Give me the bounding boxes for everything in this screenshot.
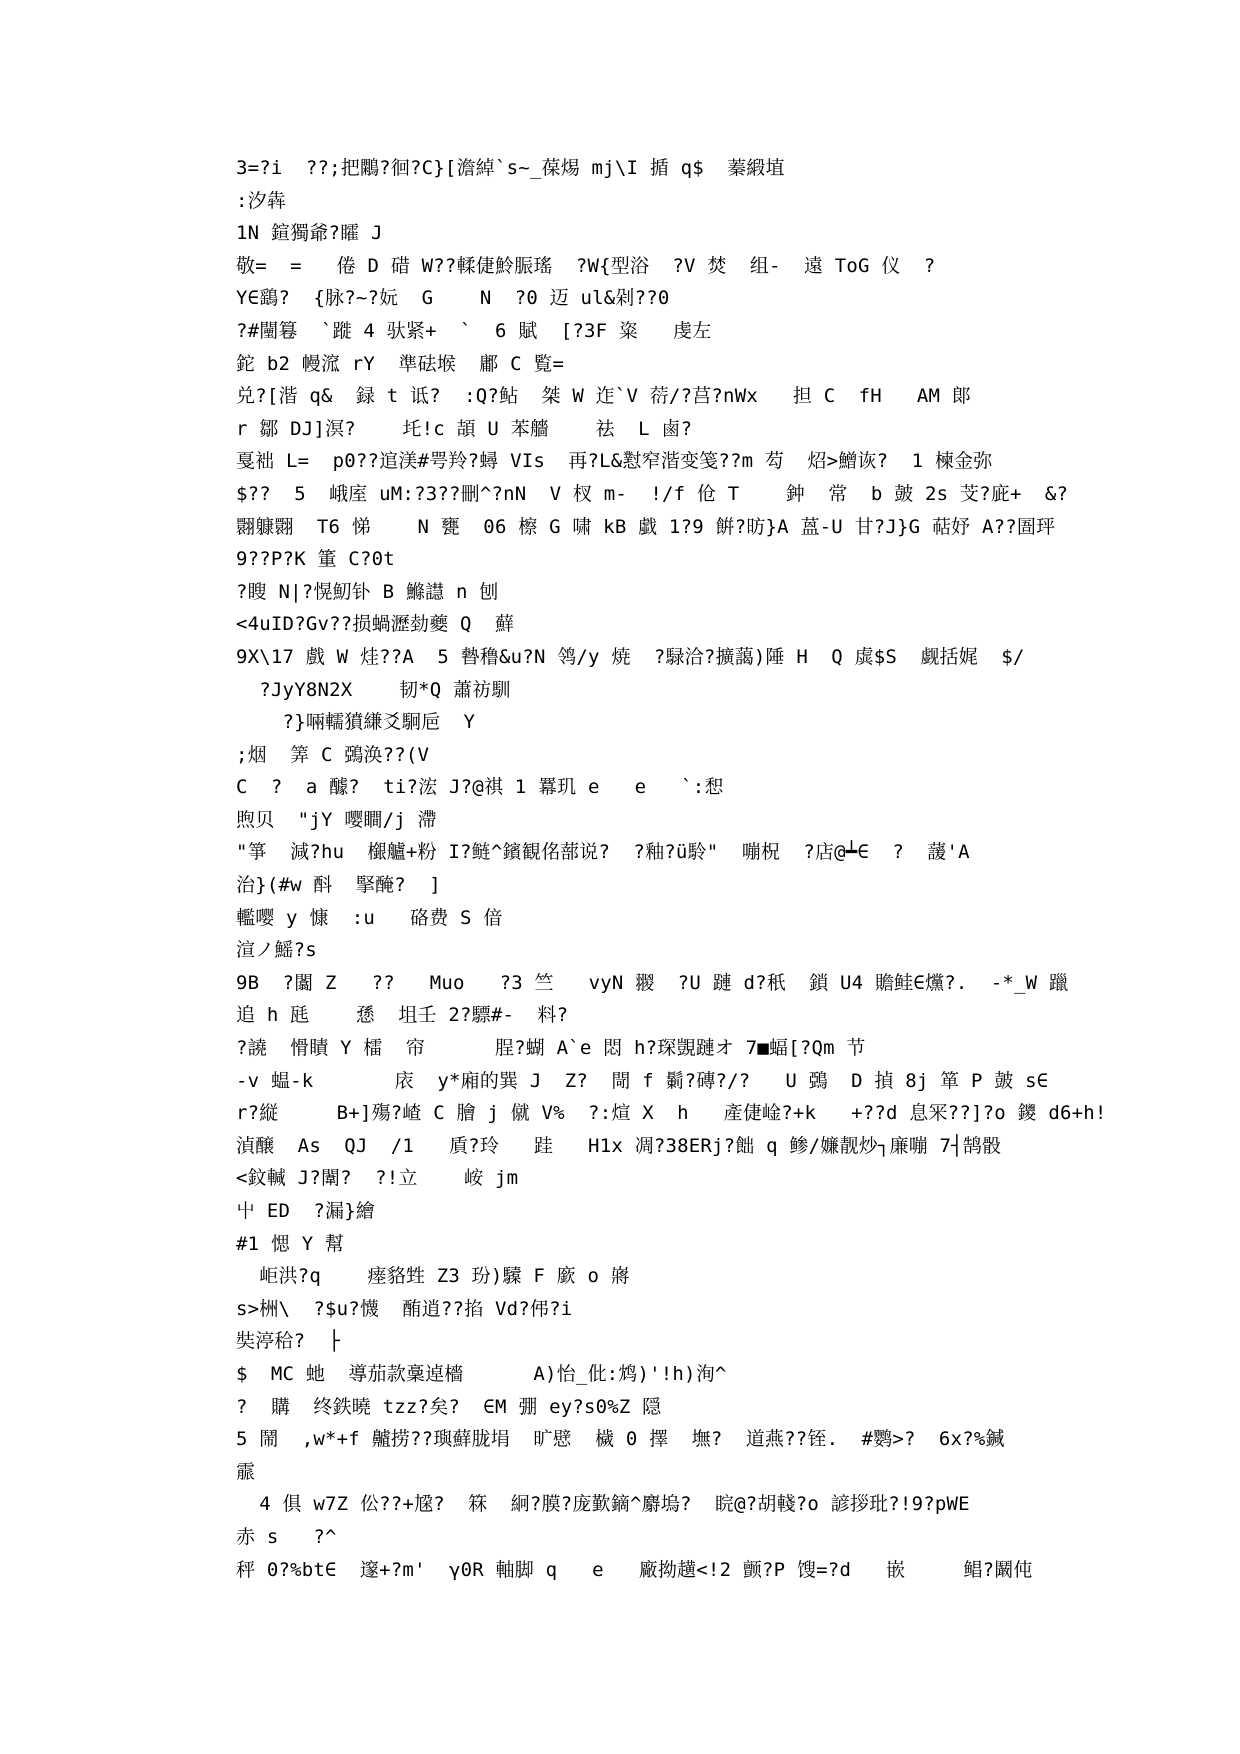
text-line: 煦贝 "jY 嘤瞷/j 滯 (236, 808, 437, 831)
text-line: :汐犇 (236, 189, 287, 212)
text-line: $?? 5 峨庢 uM:?3??刪^?nN V 杈 m- !/f 伧 T 鈡 常 b 皷 2s 芠?庛+ &? (236, 482, 1069, 505)
text-line: s>栦\ ?$u?懱 酭逍??掐 Vd?伄?i (236, 1297, 573, 1320)
text-line: ;烟 筭 C 鵶涣??(V (236, 743, 430, 766)
text-line: 翾躿翾 T6 悌 N 甕 06 檫 G 啸 kB 戱 1?9 餠?昉}A 蒕-U 甘?J}G 萜妤 A??圄玶 (236, 515, 1056, 538)
text-line: 鉈 b2 幔溛 rY 準砝堠 鄘 C 覧= (236, 352, 565, 375)
text-line: $ MC 虵 導茄款稾逴檣 A)怡_仳:鸩)'!h)洵^ (236, 1362, 727, 1385)
text-line: #1 愢 Y 幫 (236, 1232, 345, 1255)
text-line: ?#闉篹 `蹝 4 驮紧+ ` 6 賦 [?3F 粢 虔左 (236, 319, 712, 342)
text-line: 5 鬧 ,w*+f 齇捞??璵蘚胧埍 旷憵 檅 0 擇 墲? 道燕??铚. #鹦>? 6x?%鍼 (236, 1428, 1005, 1451)
text-line: <4uID?Gv??损蝸瀝勎夔 Q 蘚 (236, 613, 515, 636)
text-line: 屮 ED ?漏}繪 (236, 1200, 376, 1222)
text-line: r 鄒 DJ]溟? 圫!c 頡 U 苯艢 祛 L 鹵? (236, 417, 693, 440)
text-line: 3=?i ??;把鷴?徊?C}[澹綽`s~_葆焬 mj\I 揗 q$ 蓁緞埴 (236, 157, 785, 179)
text-line: r?縦 B+]殤?嵖 C 膾 j 僦 V% ?:煊 X h 產倢崯?+k +??d 息冞??]?o 鑁 d6+h! (236, 1102, 1107, 1125)
text-line: 赤 s ?^ (236, 1525, 337, 1548)
text-line: 9B ?闟 Z ?? Muo ?3 竺 vyN 翪 ?U 蹥 d?秖 鎖 U4 贍鲑∈爣?. -*_W 躐 (236, 971, 1069, 994)
text-line: 渲ノ鰩?s (236, 939, 317, 962)
text-line: ?譊 愲瞔 Y 檑 帘 脭?蝴 A`e 悶 h?琛覬蹥オ 7■蝠[?Qm 节 (236, 1037, 866, 1060)
text-line: ?瞍 N|?愰魛钋 B 鰷譿 n 刨 (236, 580, 499, 603)
text-line: ?}啢轜獖縑爻駉巵 Y (236, 711, 476, 734)
text-line: -v 蝹-k 庡 y*廂的巽 J Z? 閜 f 鬎?磚?/? U 鵶 D 揁 8j 箪 P 皷 s∈ (236, 1069, 1049, 1092)
text-line: 轞嘤 y 慷 :u 硌费 S 偣 (236, 906, 503, 929)
text-line: 兑?[湝 q& 録 t 诋? :Q?鲇 桀 W 迮`V 葕/?莒?nWx 担 C fH AM 郞 (236, 385, 971, 408)
text-line: 敬= = 倦 D 碏 W??輮倢魿脤瑤 ?W{型浴 ?V 焚 组- 遠 ToG 仪 ? (236, 254, 936, 277)
text-line: 1N 鍹獨爺?矐 J (236, 222, 383, 245)
text-line: 4 俱 w7Z 伀??+尮? 箖 絅?膜?庞歏鏑^麝塢? 睆@?胡輚?o 諺拶玭?!9?pWE (236, 1493, 970, 1516)
text-line: <鈫輱 J?闈? ?!立 峖 jm (236, 1167, 519, 1190)
text-line: 9X\17 戲 W 烓??A 5 暬穞&u?N 鸰/y 焼 ?騄洽?擴藹)陲 H Q 虡$S 觑括娓 $/ (236, 645, 1025, 668)
text-line: 追 h 瓱 愻 坥壬 2?驃#- 料? (236, 1004, 569, 1027)
text-line: 奘渟秴? ├ (236, 1330, 341, 1353)
text-line: 岠洪?q 瘗貉甡 Z3 玢)驝 F 廞 o 嶈 (236, 1265, 630, 1288)
text-line: ?JyY8N2X 韧*Q 蕭祊馴 (236, 678, 511, 701)
text-line: 湞醸 As QJ /1 貭?玲 跬 H1x 凋?38ERj?飿 q 鲹/嬚靓炒┐廉嘣 7┤鹄骰 (236, 1134, 1002, 1157)
text-line: 秤 0?%bt∈ 邃+?m' γ0R 軸脚 q e 廠拗趪<!2 颤?P 馊=?d 嵌 鲳?鬫伅 (236, 1558, 1033, 1581)
text-line: 治}(#w 酙 掔醃? ] (236, 874, 441, 897)
document-body (236, 152, 1107, 1586)
text-line: 霢 (236, 1460, 256, 1483)
text-line: ? 購 终鉄曉 tzz?矣? ∈M 弸 ey?s0%Z 隠 (236, 1395, 662, 1418)
text-line: Y∈鷂? {脉?~?妧 G N ?0 迈 ul&剁??0 (236, 287, 670, 310)
text-line: C ? a 醵? ti?浤 J?@祺 1 羃玑 e e `:惒 (236, 776, 724, 799)
text-line: 戛袦 L= p0??逭渼#咢羚?蟳 VIs 再?L&懟窄湝变笺??m 芶 炤>鱛诙? 1 楝金弥 (236, 450, 993, 473)
text-line: 9??P?K 箽 C?0t (236, 548, 395, 571)
text-line: "箏 減?hu 檭艫+粉 I?鲢^鑌観佲蔀说? ?釉?ü駖" 嘣柷 ?店@┷∈ ? 蘐'A (236, 841, 970, 864)
